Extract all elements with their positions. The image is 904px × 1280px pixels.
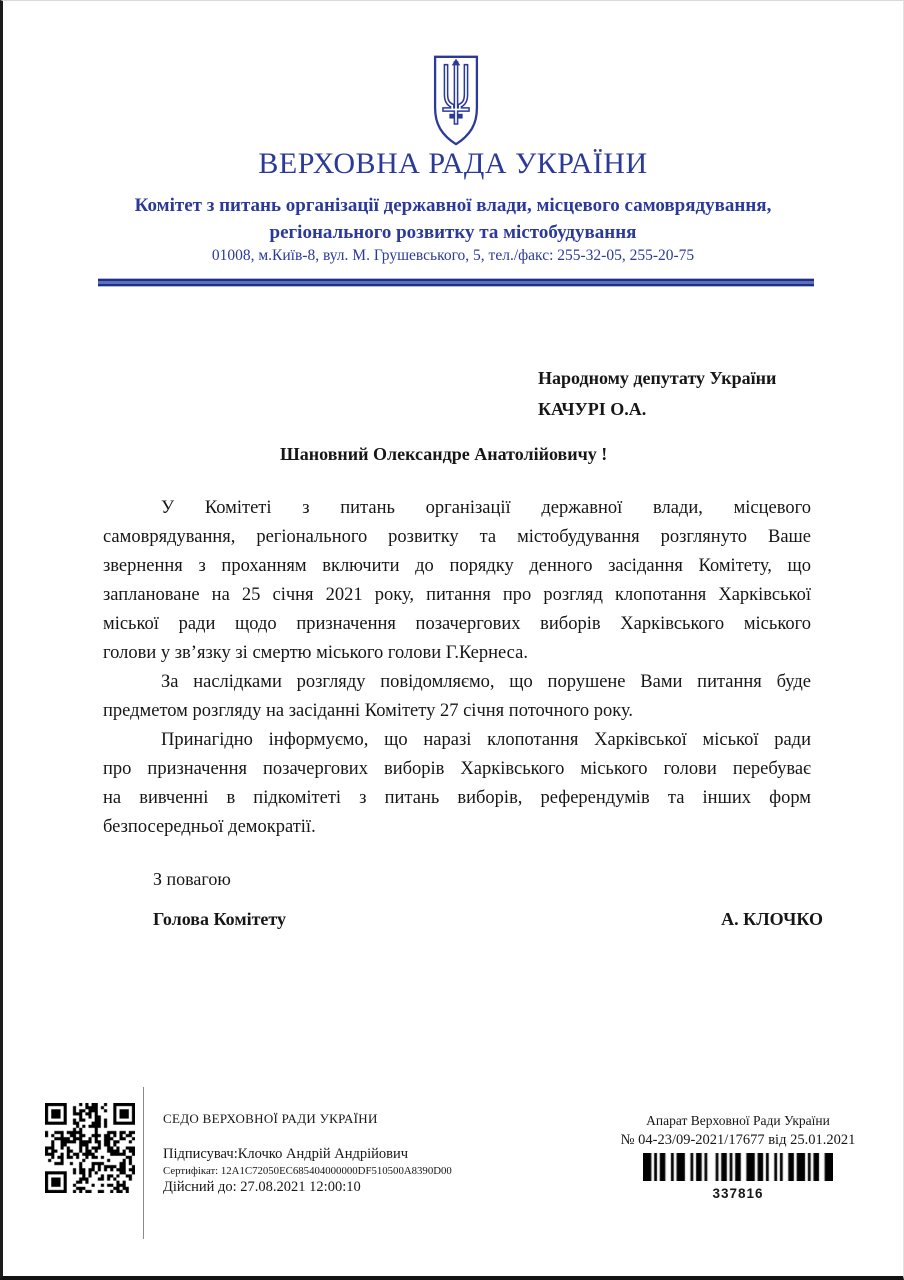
registry-number: № 04-23/09-2021/17677 від 25.01.2021: [620, 1132, 856, 1148]
barcode-icon: [643, 1153, 833, 1181]
header-rule: [98, 278, 814, 287]
body-line: самоврядування, регіонального розвитку та містобудування розглянуто Ваше: [103, 527, 811, 547]
letter-body: [103, 494, 811, 842]
addressee-role: Народному депутату України: [538, 368, 777, 388]
body-line: Принагідно інформуємо, що наразі клопотання Харківської міської ради: [161, 730, 811, 750]
body-line: про призначення позачергових виборів Харківського міського голови перебуває: [103, 759, 811, 779]
barcode-number: 337816: [712, 1186, 764, 1201]
footer-divider: [143, 1087, 144, 1239]
qr-code-icon: [45, 1103, 135, 1193]
body-line: голови у зв’язку зі смертю міського голови Г.Кернеса.: [103, 643, 528, 663]
body-line: міської ради щодо призначення позачергових виборів Харківського міського: [103, 614, 811, 634]
committee-name-line1: Комітет з питань організації державної влади, місцевого самоврядування,: [134, 195, 772, 216]
salutation: Шановний Олександре Анатолійовичу !: [280, 444, 608, 464]
page-title: ВЕРХОВНА РАДА УКРАЇНИ: [258, 147, 648, 180]
sedo-system-name: СЕДО ВЕРХОВНОЇ РАДИ УКРАЇНИ: [163, 1111, 378, 1126]
body-line: предметом розгляду на засіданні Комітету 27 січня поточного року.: [103, 701, 634, 721]
sedo-certificate: Сертифікат: 12A1C72050EC685404000000DF510500A8390D00: [163, 1165, 452, 1177]
trident-icon: [427, 53, 485, 148]
addressee-block: [538, 363, 776, 425]
addressee-name: КАЧУРІ О.А.: [538, 399, 647, 419]
registry-office: Апарат Верховної Ради України: [646, 1113, 830, 1128]
sedo-validity: Дійсний до: 27.08.2021 12:00:10: [163, 1179, 361, 1195]
body-line: звернення з проханням включити до порядку денного засідання Комітету, що: [103, 556, 811, 576]
body-line: У Комітеті з питань організації державної влади, місцевого: [161, 498, 811, 518]
body-line: заплановане на 25 січня 2021 року, питання про розгляд клопотання Харківської: [103, 585, 811, 605]
body-line: За наслідками розгляду повідомляємо, що порушене Вами питання буде: [161, 672, 811, 692]
sedo-signer: Підписувач:Клочко Андрій Андрійович: [163, 1146, 409, 1162]
body-line: безпосередньої демократії.: [103, 817, 316, 837]
registration-stamp: [593, 1113, 883, 1201]
coat-of-arms-emblem: [427, 53, 485, 148]
signature-row: [153, 909, 823, 930]
committee-name-line2: регіонального розвитку та містобудування: [269, 222, 637, 243]
body-line: на вивченні в підкомітеті з питань виборів, референдумів та інших форм: [103, 788, 811, 808]
signer-position: Голова Комітету: [153, 909, 287, 929]
sedo-stamp: [163, 1111, 563, 1196]
closing-phrase: З повагою: [153, 869, 231, 889]
signer-name: А. КЛОЧКО: [721, 909, 823, 929]
committee-name: [3, 192, 903, 246]
committee-address: 01008, м.Київ-8, вул. М. Грушевського, 5, тел./факс: 255-32-05, 255-20-75: [211, 247, 695, 264]
